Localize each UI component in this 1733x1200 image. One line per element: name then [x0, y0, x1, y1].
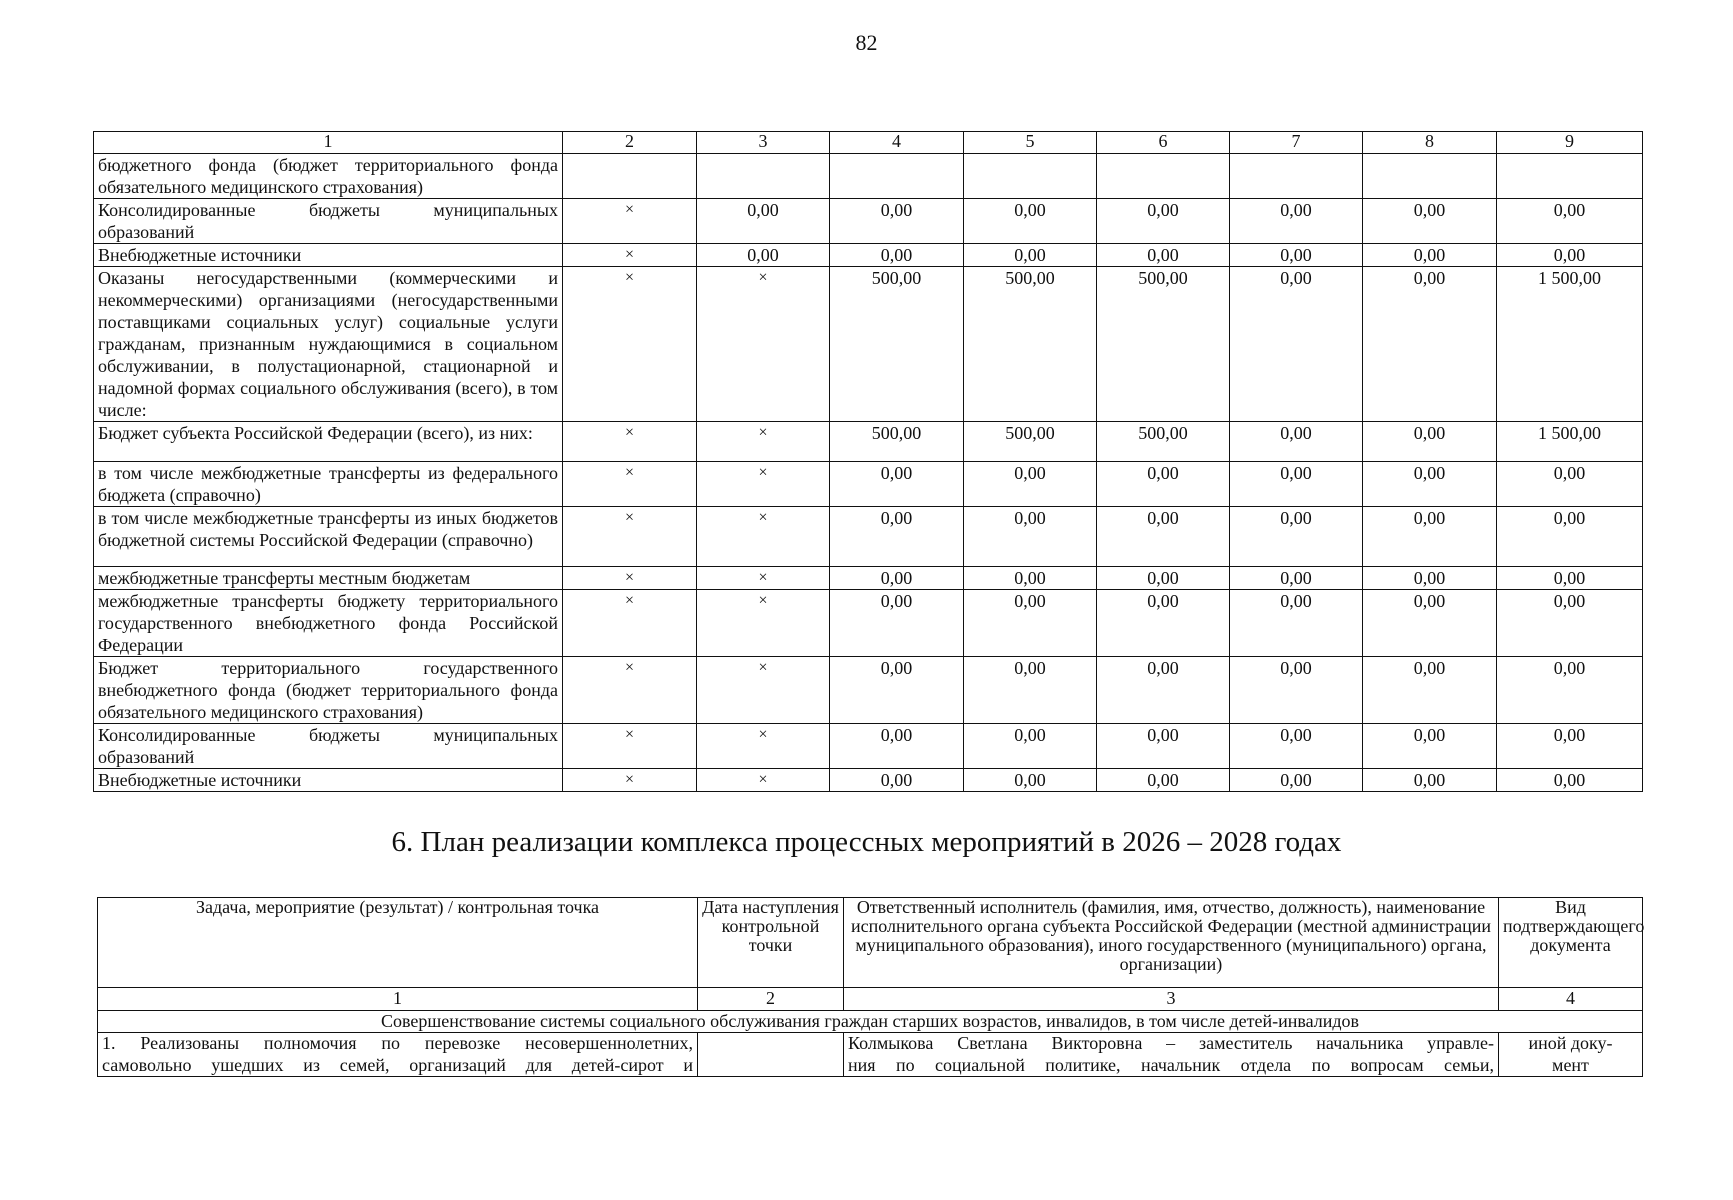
value-cell: 0,00 [1497, 724, 1643, 769]
value-cell: 0,00 [1230, 724, 1363, 769]
plan-table-number-row [98, 988, 1643, 1011]
value-cell: 0,00 [1497, 199, 1643, 244]
value-cell: 0,00 [1497, 507, 1643, 567]
task-title: Совершенствование системы социального обслуживания граждан старших возрастов, инвалидов, в том числе детей-инвалидов [98, 1010, 1643, 1033]
value-cell: 500,00 [964, 422, 1097, 462]
budget-row [94, 154, 1643, 199]
task-title-row [98, 1010, 1643, 1033]
budget-row [94, 422, 1643, 462]
column-number: 2 [563, 132, 697, 154]
column-number: 6 [1097, 132, 1230, 154]
activity-line: 1. Реализованы полномочия по перевозке несовершеннолетних, [102, 1033, 693, 1053]
value-cell [563, 154, 697, 199]
responsible-cell [844, 1033, 1499, 1077]
value-cell: 0,00 [697, 199, 830, 244]
value-cell: 0,00 [1230, 590, 1363, 657]
not-applicable-mark: × [697, 422, 830, 462]
value-cell: 500,00 [830, 267, 964, 422]
value-cell: 0,00 [964, 657, 1097, 724]
plan-table [97, 897, 1643, 1077]
value-cell: 0,00 [1230, 567, 1363, 590]
value-cell: 0,00 [1097, 462, 1230, 507]
not-applicable-mark: × [563, 657, 697, 724]
value-cell: 0,00 [1097, 657, 1230, 724]
value-cell [1097, 154, 1230, 199]
value-cell: 0,00 [1363, 422, 1497, 462]
budget-row [94, 462, 1643, 507]
row-label: в том числе межбюджетные трансферты из федерального бюджета (справочно) [94, 462, 563, 507]
value-cell: 0,00 [1363, 244, 1497, 267]
section-title: 6. План реализации комплекса процессных мероприятий в 2026 – 2028 годах [391, 826, 1342, 858]
responsible-line: Колмыкова Светлана Викторовна – заместитель начальника управле- [848, 1033, 1494, 1053]
value-cell: 0,00 [1097, 199, 1230, 244]
budget-row [94, 267, 1643, 422]
not-applicable-mark: × [697, 507, 830, 567]
value-cell: 0,00 [964, 590, 1097, 657]
value-cell: 0,00 [830, 507, 964, 567]
document-line: мент [1552, 1054, 1589, 1075]
not-applicable-mark: × [697, 724, 830, 769]
value-cell: 0,00 [1497, 657, 1643, 724]
value-cell: 500,00 [830, 422, 964, 462]
not-applicable-mark: × [563, 590, 697, 657]
budget-row [94, 590, 1643, 657]
value-cell: 0,00 [1230, 422, 1363, 462]
column-number: 7 [1230, 132, 1363, 154]
value-cell: 0,00 [964, 462, 1097, 507]
activity-cell [98, 1033, 698, 1077]
value-cell: 0,00 [1363, 657, 1497, 724]
value-cell: 0,00 [1230, 462, 1363, 507]
value-cell: 0,00 [830, 769, 964, 792]
not-applicable-mark: × [563, 199, 697, 244]
value-cell: 0,00 [1097, 567, 1230, 590]
value-cell: 0,00 [1230, 769, 1363, 792]
row-label: Внебюджетные источники [94, 769, 563, 792]
budget-row [94, 769, 1643, 792]
row-label: бюджетного фонда (бюджет территориального фонда обязательного медицинского страхования) [94, 154, 563, 199]
column-number: 8 [1363, 132, 1497, 154]
row-label: в том числе межбюджетные трансферты из иных бюджетов бюджетной системы Российской Федерации (справочно) [94, 507, 563, 567]
column-number: 2 [698, 988, 844, 1011]
header-document: Вид подтверждающего документа [1499, 898, 1643, 988]
value-cell: 0,00 [697, 244, 830, 267]
value-cell: 1 500,00 [1497, 267, 1643, 422]
plan-table-header-row [98, 898, 1643, 988]
value-cell: 0,00 [1497, 244, 1643, 267]
not-applicable-mark: × [697, 567, 830, 590]
value-cell: 0,00 [1230, 657, 1363, 724]
column-number: 5 [964, 132, 1097, 154]
not-applicable-mark: × [563, 724, 697, 769]
row-label: Бюджет субъекта Российской Федерации (всего), из них: [94, 422, 563, 462]
value-cell: 500,00 [964, 267, 1097, 422]
budget-row [94, 507, 1643, 567]
row-label: Консолидированные бюджеты муниципальных образований [94, 724, 563, 769]
value-cell: 0,00 [1363, 267, 1497, 422]
value-cell: 0,00 [830, 199, 964, 244]
value-cell: 0,00 [1363, 507, 1497, 567]
value-cell [1230, 154, 1363, 199]
value-cell: 500,00 [1097, 422, 1230, 462]
value-cell: 0,00 [830, 724, 964, 769]
value-cell: 0,00 [830, 567, 964, 590]
value-cell: 0,00 [1097, 244, 1230, 267]
value-cell: 0,00 [1363, 199, 1497, 244]
value-cell: 0,00 [1497, 462, 1643, 507]
budget-table [93, 131, 1643, 792]
budget-row [94, 657, 1643, 724]
header-responsible: Ответственный исполнитель (фамилия, имя, отчество, должность), наименование исполнительного органа субъекта Российской Федерации (местной администрации муниципального образования), иного государственного (муниципального) органа, организации) [844, 898, 1499, 988]
value-cell: 0,00 [1097, 590, 1230, 657]
date-cell [698, 1033, 844, 1077]
activity-row [98, 1033, 1643, 1077]
column-number: 3 [697, 132, 830, 154]
value-cell: 0,00 [964, 567, 1097, 590]
row-label: Оказаны негосударственными (коммерческими и некоммерческими) организациями (негосударственными поставщиками социальных услуг) социальные услуги гражданам, признанным нуждающимися в социальном обслуживании, в полустационарной, стационарной и надомной формах социального обслуживания (всего), в том числе: [94, 267, 563, 422]
document-line: иной доку- [1528, 1033, 1613, 1053]
value-cell: 0,00 [964, 507, 1097, 567]
value-cell: 0,00 [1097, 769, 1230, 792]
value-cell: 0,00 [830, 462, 964, 507]
value-cell [830, 154, 964, 199]
column-number: 1 [98, 988, 698, 1011]
not-applicable-mark: × [697, 462, 830, 507]
document-cell [1499, 1033, 1643, 1077]
header-date: Дата наступления контрольной точки [698, 898, 844, 988]
value-cell: 0,00 [964, 769, 1097, 792]
row-label: Внебюджетные источники [94, 244, 563, 267]
value-cell: 0,00 [1363, 462, 1497, 507]
value-cell: 0,00 [1497, 769, 1643, 792]
value-cell: 0,00 [964, 199, 1097, 244]
value-cell: 0,00 [1230, 267, 1363, 422]
not-applicable-mark: × [697, 590, 830, 657]
value-cell: 0,00 [1230, 199, 1363, 244]
value-cell: 0,00 [1230, 244, 1363, 267]
value-cell: 0,00 [1230, 507, 1363, 567]
not-applicable-mark: × [563, 769, 697, 792]
not-applicable-mark: × [563, 507, 697, 567]
activity-line: самовольно ушедших из семей, организаций для детей-сирот и [102, 1054, 693, 1075]
page-number: 82 [855, 30, 878, 55]
not-applicable-mark: × [697, 267, 830, 422]
row-label: Бюджет территориального государственного внебюджетного фонда (бюджет территориального фонда обязательного медицинского страхования) [94, 657, 563, 724]
column-number: 4 [1499, 988, 1643, 1011]
not-applicable-mark: × [563, 244, 697, 267]
value-cell: 0,00 [1097, 507, 1230, 567]
not-applicable-mark: × [563, 462, 697, 507]
responsible-line: ния по социальной политике, начальник отдела по вопросам семьи, [848, 1054, 1494, 1075]
value-cell [1363, 154, 1497, 199]
column-number: 9 [1497, 132, 1643, 154]
value-cell: 1 500,00 [1497, 422, 1643, 462]
budget-row [94, 244, 1643, 267]
value-cell: 0,00 [1497, 567, 1643, 590]
value-cell: 500,00 [1097, 267, 1230, 422]
not-applicable-mark: × [563, 422, 697, 462]
budget-table-header-row [94, 132, 1643, 154]
budget-row [94, 199, 1643, 244]
value-cell: 0,00 [830, 657, 964, 724]
value-cell: 0,00 [964, 244, 1097, 267]
not-applicable-mark: × [697, 657, 830, 724]
value-cell: 0,00 [1363, 769, 1497, 792]
column-number: 4 [830, 132, 964, 154]
value-cell [964, 154, 1097, 199]
value-cell: 0,00 [1363, 567, 1497, 590]
row-label: Консолидированные бюджеты муниципальных образований [94, 199, 563, 244]
value-cell: 0,00 [1497, 590, 1643, 657]
not-applicable-mark: × [563, 267, 697, 422]
value-cell [1497, 154, 1643, 199]
value-cell: 0,00 [964, 724, 1097, 769]
value-cell: 0,00 [830, 244, 964, 267]
column-number: 3 [844, 988, 1499, 1011]
header-task: Задача, мероприятие (результат) / контрольная точка [98, 898, 698, 988]
budget-row [94, 724, 1643, 769]
not-applicable-mark: × [563, 567, 697, 590]
not-applicable-mark: × [697, 769, 830, 792]
budget-row [94, 567, 1643, 590]
value-cell: 0,00 [1363, 724, 1497, 769]
column-number: 1 [94, 132, 563, 154]
value-cell [697, 154, 830, 199]
value-cell: 0,00 [1363, 590, 1497, 657]
value-cell: 0,00 [830, 590, 964, 657]
row-label: межбюджетные трансферты местным бюджетам [94, 567, 563, 590]
row-label: межбюджетные трансферты бюджету территориального государственного внебюджетного фонда Российской Федерации [94, 590, 563, 657]
value-cell: 0,00 [1097, 724, 1230, 769]
